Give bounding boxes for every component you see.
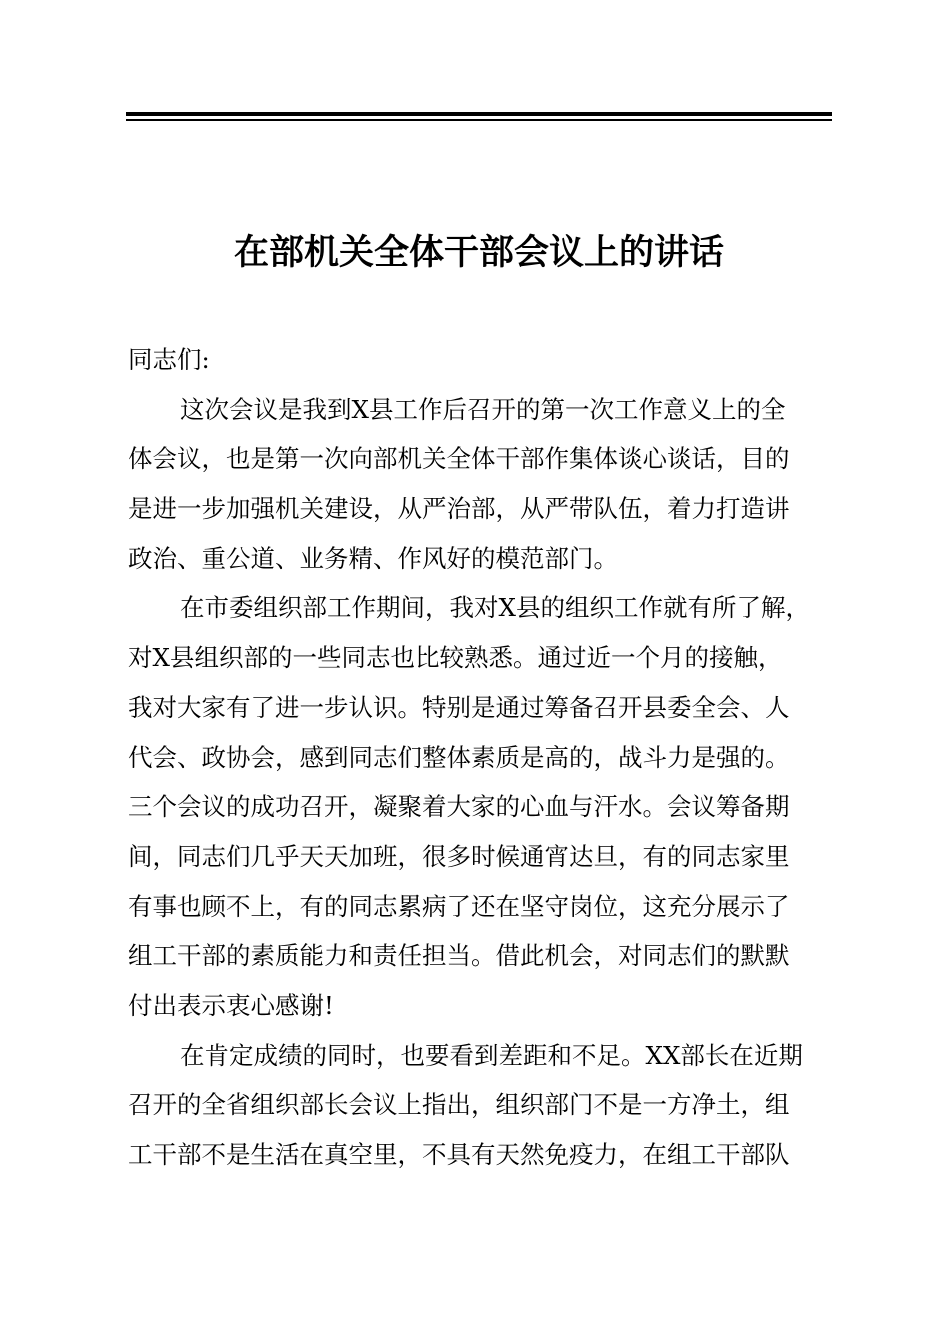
paragraph-2-line-6: 间，同志们几乎天天加班，很多时候通宵达旦，有的同志家里 (128, 841, 790, 871)
paragraph-2-line-8: 组工干部的素质能力和责任担当。借此机会，对同志们的默默 (128, 941, 790, 971)
paragraph-2-line-4: 代会、政协会，感到同志们整体素质是高的，战斗力是强的。 (128, 742, 790, 772)
paragraph-3-line-3: 工干部不是生活在真空里，不具有天然免疫力，在组工干部队 (128, 1140, 790, 1169)
salutation: 同志们: (128, 345, 210, 374)
paragraph-2-line-5: 三个会议的成功召开，凝聚着大家的心血与汗水。会议筹备期 (128, 792, 790, 822)
document-body (128, 335, 828, 1180)
paragraph-2-line-9: 付出表示衷心感谢! (128, 990, 334, 1020)
paragraph-2-line-2: 对X县组织部的一些同志也比较熟悉。通过近一个月的接触， (128, 643, 783, 673)
paragraph-2-line-3: 我对大家有了进一步认识。特别是通过筹备召开县委全会、人 (128, 692, 790, 722)
header-rule-thick (126, 112, 832, 116)
paragraph-1-line-1: 这次会议是我到X县工作后召开的第一次工作意义上的全 (180, 394, 786, 424)
paragraph-3-line-2: 召开的全省组织部长会议上指出，组织部门不是一方净土，组 (128, 1090, 790, 1120)
document-title: 在部机关全体干部会议上的讲话 (233, 232, 724, 273)
paragraph-2-line-1: 在市委组织部工作期间，我对X县的组织工作就有所了解， (180, 593, 810, 623)
header-rule-thin (126, 119, 832, 121)
paragraph-2-line-7: 有事也顾不上，有的同志累病了还在坚守岗位，这充分展示了 (128, 891, 790, 921)
paragraph-1-line-4: 政治、重公道、业务精、作风好的模范部门。 (128, 543, 618, 573)
paragraph-1-line-2: 体会议，也是第一次向部机关全体干部作集体谈心谈话，目的 (128, 444, 790, 474)
paragraph-3-line-1: 在肯定成绩的同时，也要看到差距和不足。XX部长在近期 (180, 1040, 803, 1070)
paragraph-1-line-3: 是进一步加强机关建设，从严治部，从严带队伍，着力打造讲 (128, 494, 790, 524)
